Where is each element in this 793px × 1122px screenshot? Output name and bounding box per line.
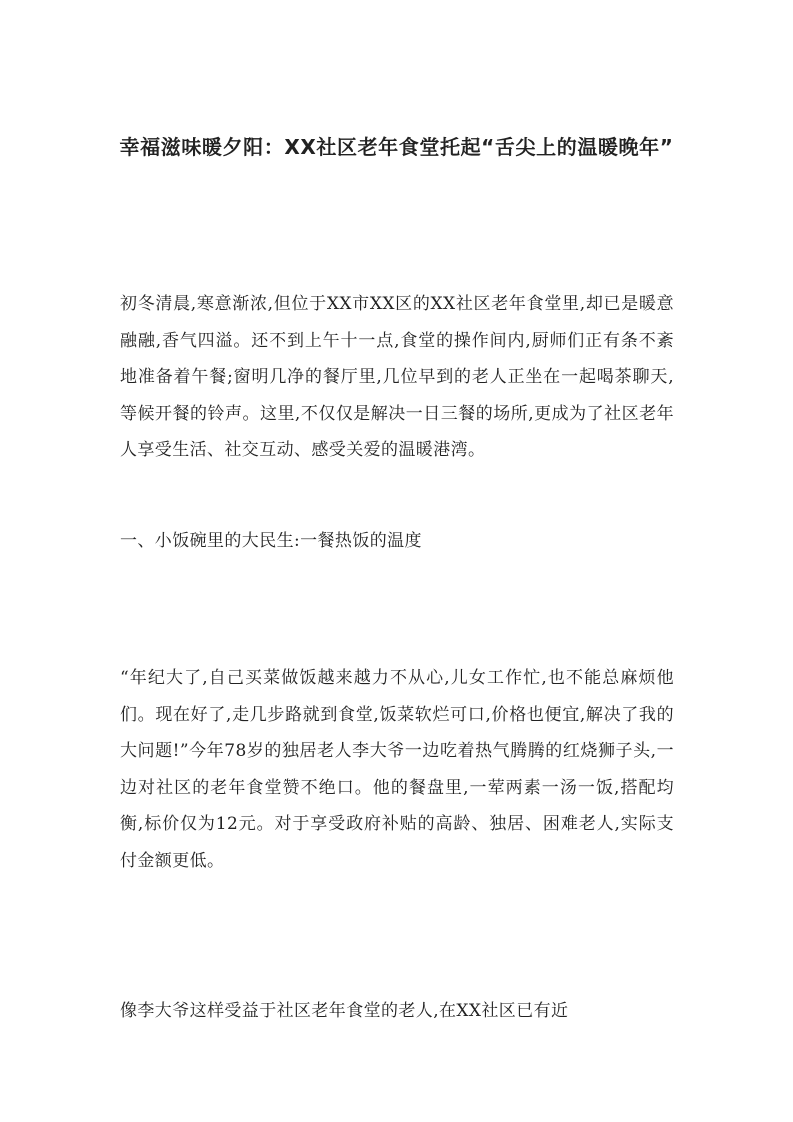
paragraph-intro: 初冬清晨,寒意渐浓,但位于XX市XX区的XX社区老年食堂里,却已是暖意融融,香气四溢。还不到上午十一点,食堂的操作间内,厨师们正有条不紊地准备着午餐;窗明几净的餐厅里,几位早到的老人正坐在一起喝茶聊天,等候开餐的铃声。这里,不仅仅是解决一日三餐的场所,更成为了社区老年人享受生活、社交互动、感受关爱的温暖港湾。 <box>120 294 674 461</box>
section-heading-1: 一、小饭碗里的大民生:一餐热饭的温度 <box>120 531 422 551</box>
paragraph-quote: “年纪大了,自己买菜做饭越来越力不从心,儿女工作忙,也不能总麻烦他们。现在好了,走几步路就到食堂,饭菜软烂可口,价格也便宜,解决了我的大问题!”今年78岁的独居老人李大爷一边吃着热气腾腾的红烧狮子头,一边对社区的老年食堂赞不绝口。他的餐盘里,一荤两素一汤一饭,搭配均衡,标价仅为12元。对于享受政府补贴的高龄、独居、困难老人,实际支付金额更低。 <box>120 668 674 871</box>
paragraph-continuation: 像李大爷这样受益于社区老年食堂的老人,在XX社区已有近 <box>120 1001 569 1021</box>
document-title: 幸福滋味暖夕阳：XX社区老年食堂托起“舌尖上的温暖晚年” <box>119 135 674 159</box>
